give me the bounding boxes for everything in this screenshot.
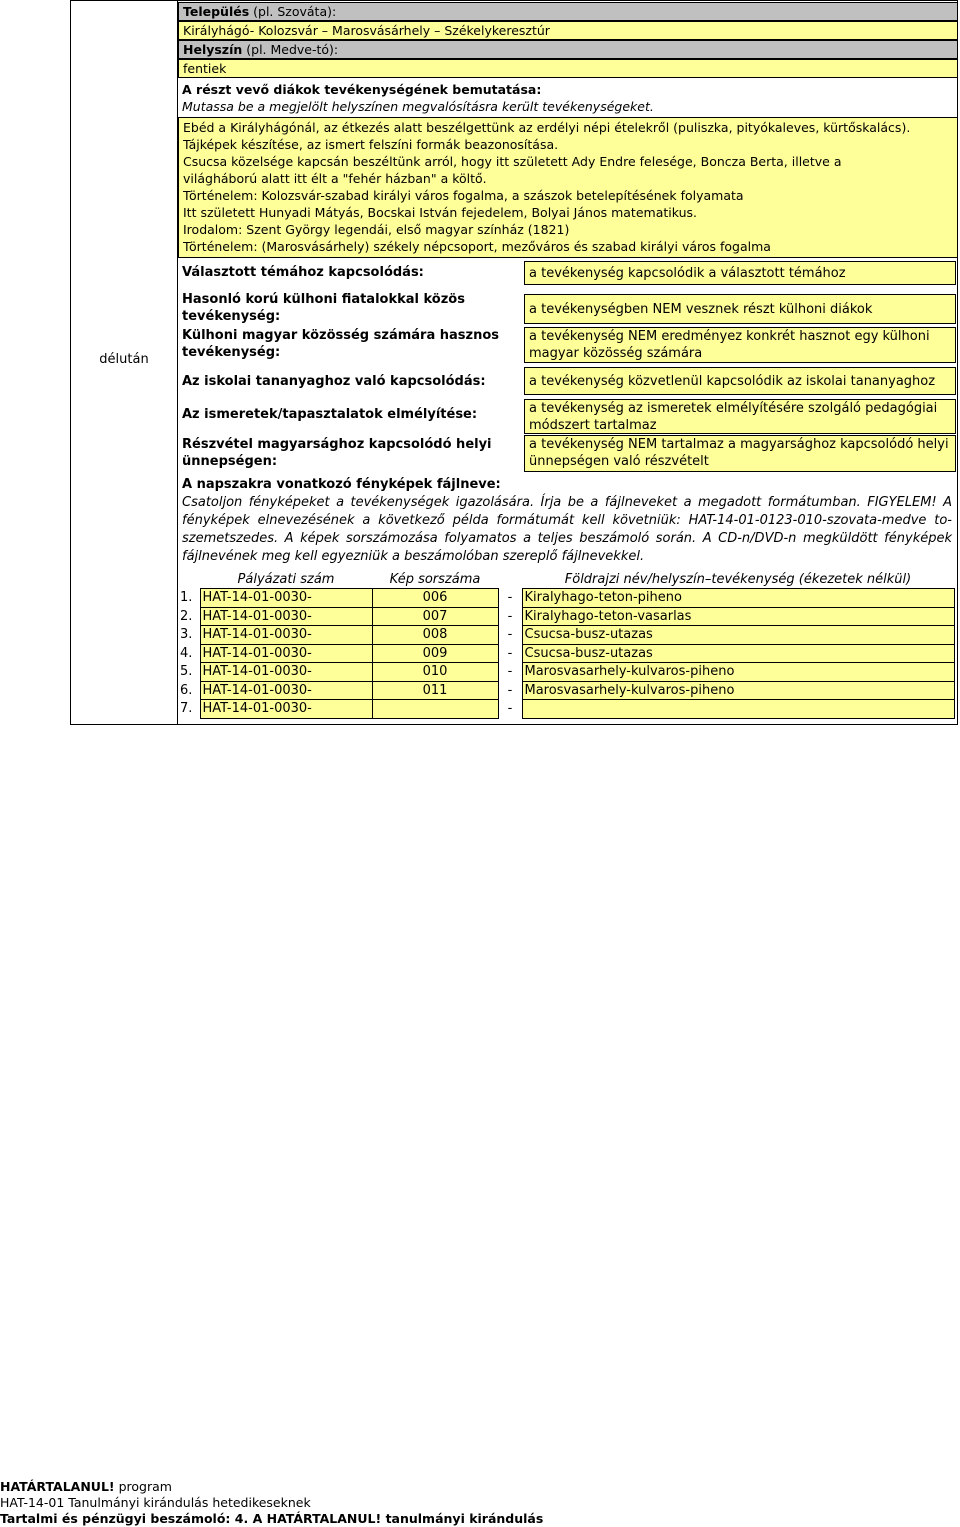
place-label: Helyszín [183, 42, 243, 57]
place-hint: (pl. Medve-tó): [242, 42, 339, 57]
page-footer [0, 1479, 543, 1527]
photo-row [178, 626, 954, 645]
criterion-select-topic[interactable]: a tevékenység kapcsolódik a választott témához [524, 261, 956, 285]
criterion-select-joint-activity[interactable]: a tevékenységben NEM vesznek részt külhoni diákok [524, 294, 956, 324]
photo-table-header [178, 570, 954, 589]
settlement-label: Település [183, 4, 250, 19]
photos-instruction: Csatoljon fényképeket a tevékenységek igazolására. Írja be a fájlneveket a megadott formátumban. FIGYELEM! A fényképek elnevezésének a következő példa formátumát kell követniük: HAT-14-01-0123-010-szovata-medve to-szemetszedes. A képek sorszámozása folyamatos a teljes beszámoló során. A CD-n/DVD-n megküldött fényképek fájlnevének meg kell egyezniük a beszámolóban szereplő fájlnevekkel. [182, 495, 952, 564]
photo-application-id[interactable]: HAT-14-01-0030- [200, 644, 372, 663]
place-value: fentiek [183, 61, 227, 76]
activity-line: Irodalom: Szent György legendái, első magyar színház (1821) [183, 222, 570, 237]
criterion-label-deepening: Az ismeretek/tapasztalatok elmélyítése: [182, 407, 478, 422]
criterion-select-deepening[interactable]: a tevékenység az ismeretek elmélyítésére szolgáló pedagógiai módszert tartalmaz [524, 399, 956, 434]
header-dash-blank [498, 570, 522, 589]
activity-line: Történelem: Kolozsvár-szabad királyi város fogalma, a szászok betelepítésének folyamata [183, 188, 744, 203]
photo-location[interactable]: Marosvasarhely-kulvaros-piheno [522, 681, 954, 700]
photo-application-id[interactable]: HAT-14-01-0030- [200, 700, 372, 719]
criterion-label-celebration: Részvétel magyarsághoz kapcsolódó helyi ünnepségen: [182, 437, 492, 469]
photo-row [178, 681, 954, 700]
criterion-label-topic: Választott témához kapcsolódás: [182, 265, 424, 280]
photo-picture-number[interactable]: 009 [372, 644, 498, 663]
footer-program-line [0, 1479, 543, 1495]
criterion-label-community-benefit: Külhoni magyar közösség számára hasznos tevékenység: [182, 328, 499, 360]
activities-instruction-row [178, 98, 958, 116]
photo-dash: - [507, 645, 513, 661]
photo-row [178, 644, 954, 663]
activities-textarea[interactable] [178, 117, 958, 258]
photo-application-id[interactable]: HAT-14-01-0030- [200, 607, 372, 626]
photo-row [178, 589, 954, 608]
header-location: Földrajzi név/helyszín–tevékenység (ékezetek nélkül) [564, 571, 912, 587]
photo-picture-number[interactable]: 007 [372, 607, 498, 626]
photo-picture-number[interactable]: 010 [372, 663, 498, 682]
criterion-label-curriculum: Az iskolai tananyaghoz való kapcsolódás: [182, 374, 486, 389]
activity-line: Csucsa közelsége kapcsán beszéltünk arról, hogy itt született Ady Endre felesége, Boncza Berta, illetve a [183, 154, 842, 169]
photo-dash: - [507, 682, 513, 698]
footer-project-line: HAT-14-01 Tanulmányi kirándulás hetedikeseknek [0, 1495, 311, 1510]
footer-report-line: Tartalmi és pénzügyi beszámoló: 4. A HATÁRTALANUL! tanulmányi kirándulás [0, 1511, 544, 1526]
header-picture-number: Kép sorszáma [389, 571, 481, 587]
activity-line: Ebéd a Királyhágónál, az étkezés alatt beszélgettünk az erdélyi népi ételekről (puliszka, pityókaleves, kürtőskalács). [183, 120, 911, 135]
footer-program-name: HATÁRTALANUL! [0, 1479, 115, 1494]
photo-row [178, 700, 954, 719]
photo-table [178, 570, 955, 719]
photo-picture-number[interactable]: 008 [372, 626, 498, 645]
photo-application-id[interactable]: HAT-14-01-0030- [200, 626, 372, 645]
activity-line: Itt született Hunyadi Mátyás, Bocskai István fejedelem, Bolyai János matematikus. [183, 205, 697, 220]
photo-dash: - [507, 664, 513, 680]
photo-location[interactable]: Kiralyhago-teton-vasarlas [522, 607, 954, 626]
photo-picture-number[interactable] [372, 700, 498, 719]
settlement-value: Királyhágó- Kolozsvár – Marosvásárhely – Székelykeresztúr [183, 23, 550, 38]
settlement-field[interactable] [178, 21, 958, 40]
time-of-day-label: délután [99, 352, 149, 367]
photo-application-id[interactable]: HAT-14-01-0030- [200, 663, 372, 682]
criterion-label-joint-activity: Hasonló korú külhoni fiatalokkal közös tevékenység: [182, 292, 465, 324]
photo-row [178, 607, 954, 626]
photo-dash: - [507, 608, 513, 624]
photo-dash: - [507, 627, 513, 643]
photos-heading: A napszakra vonatkozó fényképek fájlneve: [182, 477, 501, 492]
photo-row [178, 663, 954, 682]
activity-line: Történelem: (Marosvásárhely) székely népcsoport, mezőváros és szabad királyi város fogalma [183, 239, 771, 254]
photo-location[interactable]: Marosvasarhely-kulvaros-piheno [522, 663, 954, 682]
photo-row-number: 1. [180, 590, 193, 606]
photo-location[interactable]: Csucsa-busz-utazas [522, 626, 954, 645]
activity-line: világháború alatt itt élt a "fehér házban" a költő. [183, 171, 487, 186]
header-application-number: Pályázati szám [237, 571, 335, 587]
photo-dash: - [507, 701, 513, 717]
settlement-hint: (pl. Szováta): [249, 4, 337, 19]
photo-location[interactable]: Csucsa-busz-utazas [522, 644, 954, 663]
photo-picture-number[interactable]: 006 [372, 589, 498, 608]
criterion-select-curriculum[interactable]: a tevékenység közvetlenül kapcsolódik az iskolai tananyaghoz [524, 367, 956, 395]
place-label-row [178, 40, 958, 59]
photo-row-number: 4. [180, 645, 193, 661]
header-num-blank [178, 570, 200, 589]
place-field[interactable] [178, 59, 958, 78]
photo-row-number: 3. [180, 627, 193, 643]
settlement-label-row [178, 2, 958, 21]
photo-picture-number[interactable]: 011 [372, 681, 498, 700]
criterion-select-community-benefit[interactable]: a tevékenység NEM eredményez konkrét hasznot egy külhoni magyar közösség számára [524, 327, 956, 363]
photo-location[interactable] [522, 700, 954, 719]
photo-row-number: 5. [180, 664, 193, 680]
activities-heading: A részt vevő diákok tevékenységének bemutatása: [182, 82, 542, 97]
photo-row-number: 6. [180, 682, 193, 698]
photo-application-id[interactable]: HAT-14-01-0030- [200, 681, 372, 700]
activities-instruction: Mutassa be a megjelölt helyszínen megvalósításra került tevékenységeket. [182, 99, 654, 114]
photo-row-number: 2. [180, 608, 193, 624]
activity-line: Tájképek készítése, az ismert felszíni formák beazonosítása. [183, 137, 559, 152]
activities-heading-row [178, 81, 958, 99]
photo-row-number: 7. [180, 701, 193, 717]
photo-application-id[interactable]: HAT-14-01-0030- [200, 589, 372, 608]
photo-location[interactable]: Kiralyhago-teton-piheno [522, 589, 954, 608]
criterion-select-celebration[interactable]: a tevékenység NEM tartalmaz a magyarsághoz kapcsolódó helyi ünnepségen való részvételt [524, 435, 956, 472]
footer-program-suffix: program [114, 1479, 172, 1494]
photo-dash: - [507, 590, 513, 606]
